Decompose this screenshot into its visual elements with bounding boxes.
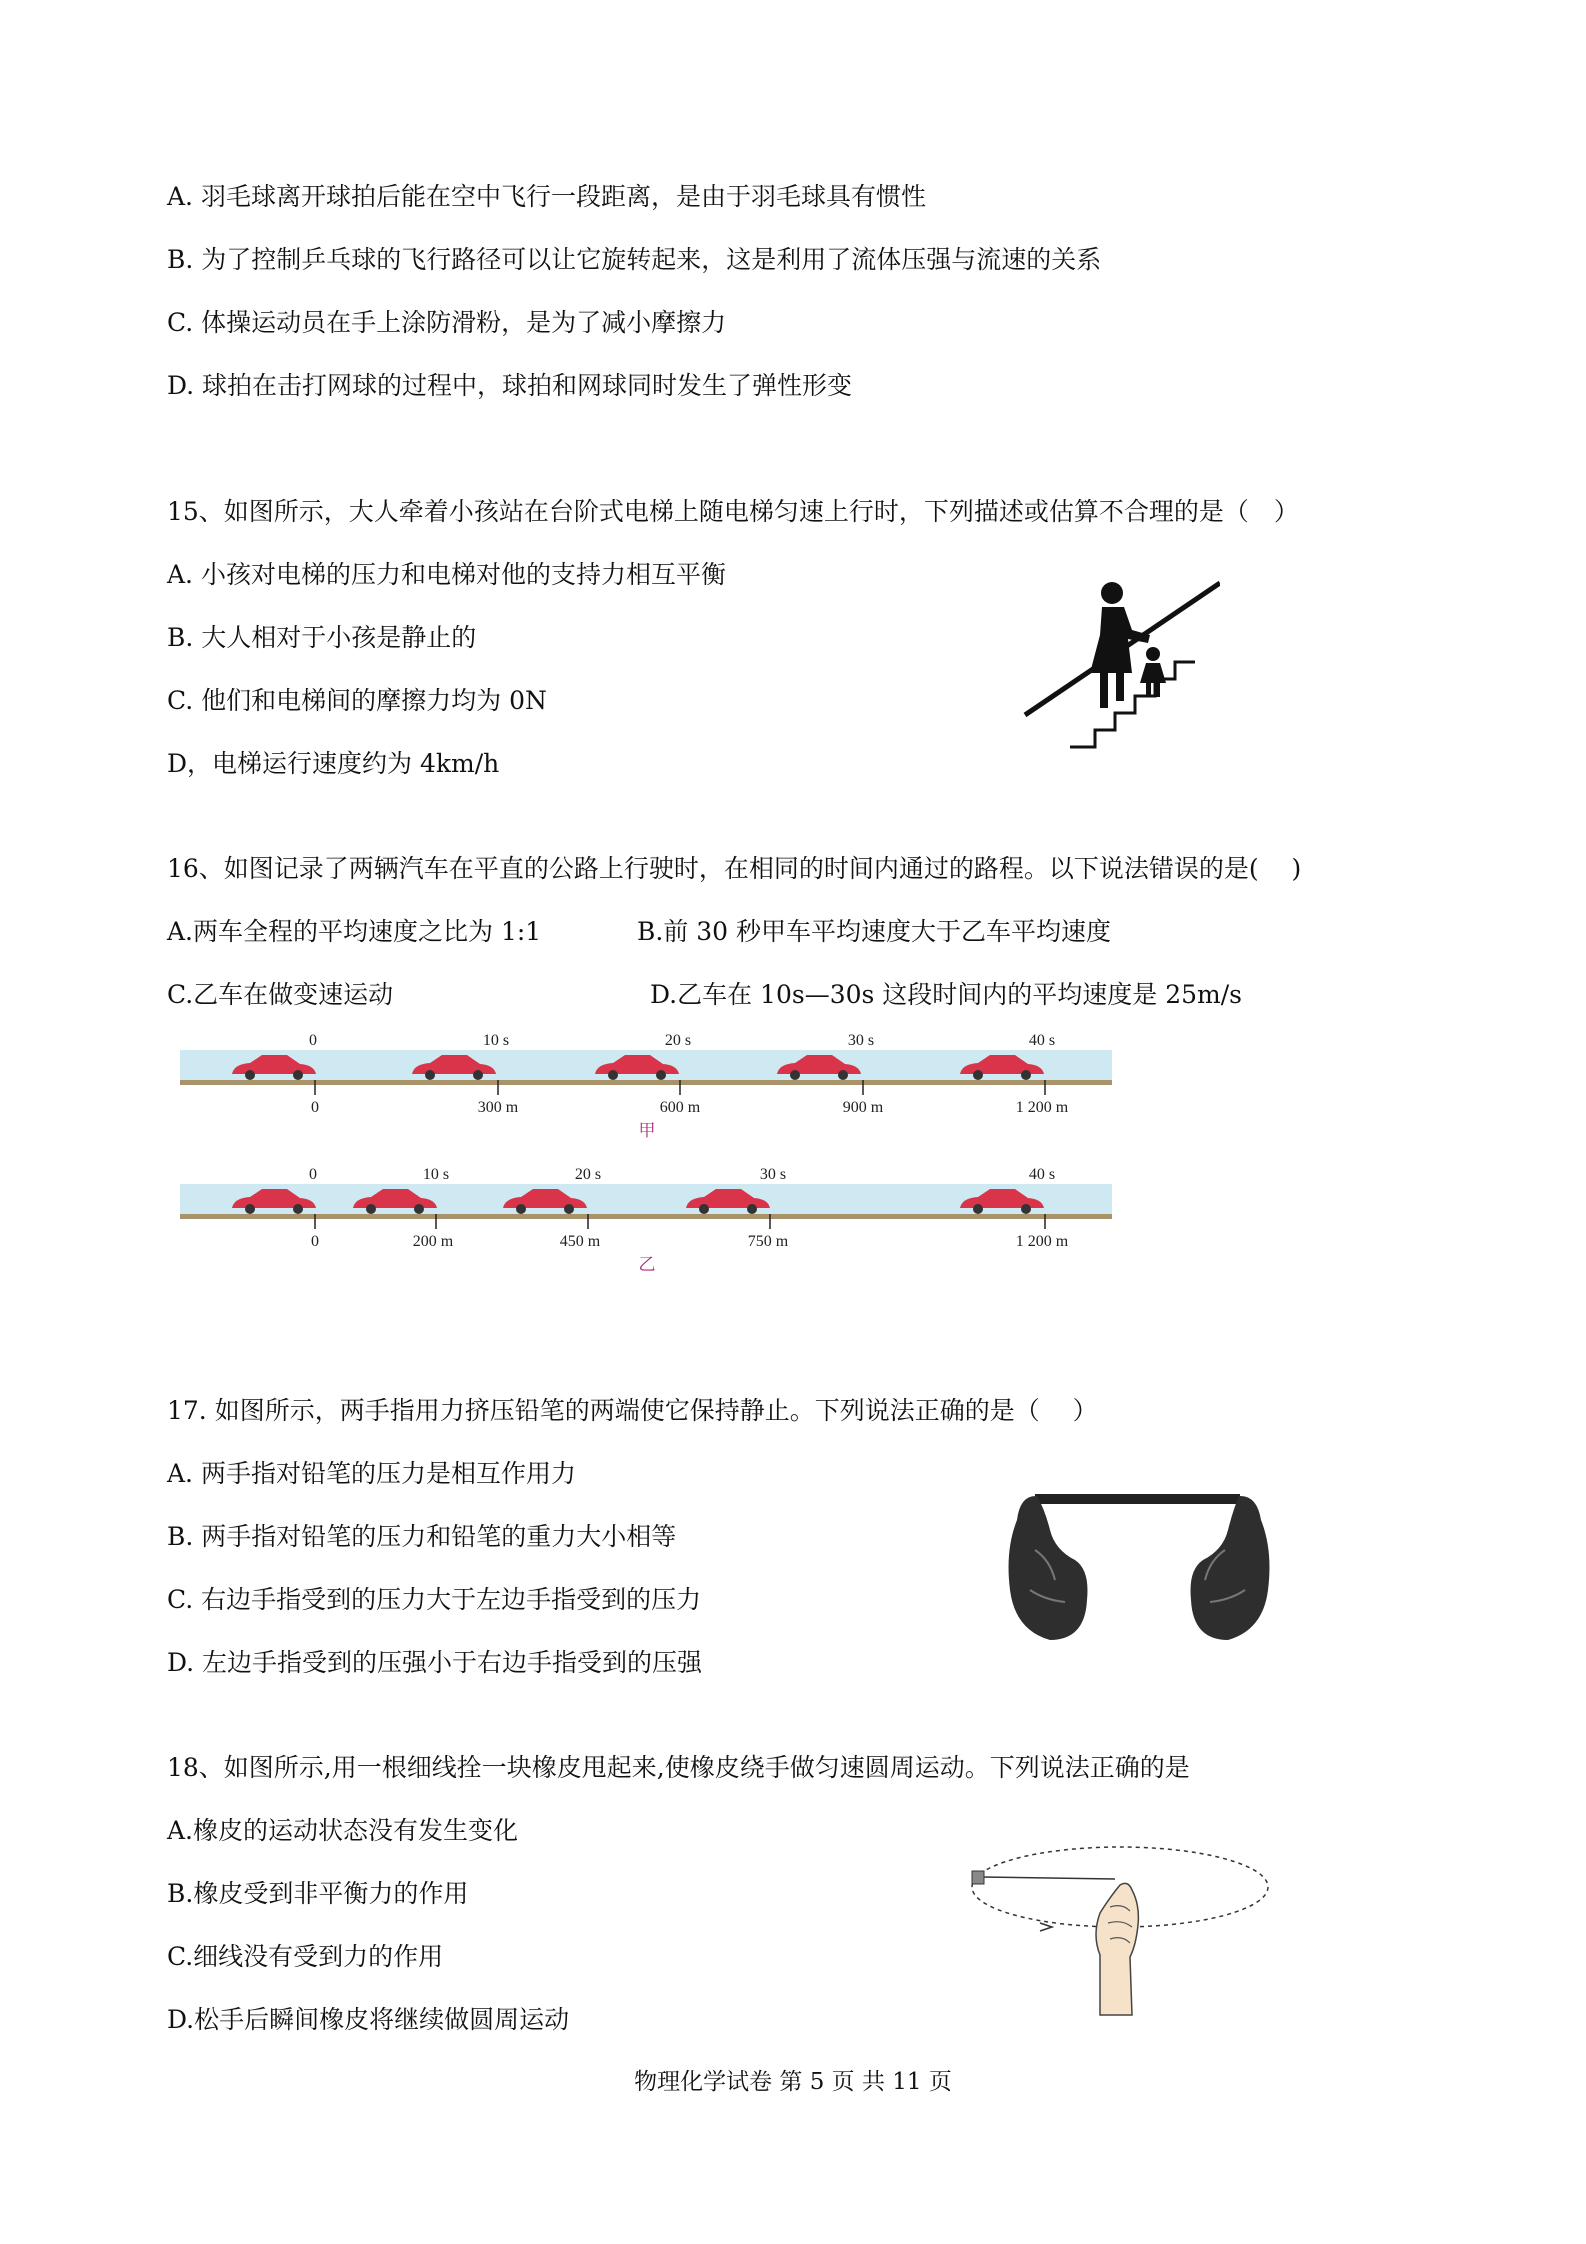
escalator-figure [1020, 575, 1220, 750]
q14-option-b: B. 为了控制乒乓球的飞行路径可以让它旋转起来，这是利用了流体压强与流速的关系 [167, 245, 1102, 274]
right-hand [1191, 1496, 1270, 1640]
hand [1096, 1883, 1138, 2015]
yi-dist-3: 750 m [747, 1233, 789, 1250]
q15-stem: 15、如图所示，大人牵着小孩站在台阶式电梯上随电梯匀速上行时，下列描述或估算不合理的是（ ） [167, 497, 1299, 526]
yi-road [180, 1214, 1112, 1219]
q18-option-b: B.橡皮受到非平衡力的作用 [167, 1879, 469, 1908]
q17-option-a: A. 两手指对铅笔的压力是相互作用力 [167, 1459, 576, 1488]
yi-time-0: 0 [309, 1166, 317, 1183]
yi-dist-0: 0 [311, 1233, 319, 1250]
q15-option-c: C. 他们和电梯间的摩擦力均为 0N [167, 686, 547, 715]
q15-option-d: D，电梯运行速度约为 4km/h [167, 749, 500, 778]
yi-dist-1: 200 m [412, 1233, 454, 1250]
q16-option-b: B.前 30 秒甲车平均速度大于乙车平均速度 [637, 917, 1112, 946]
q15-option-b: B. 大人相对于小孩是静止的 [167, 623, 477, 652]
jia-dist-0: 0 [311, 1099, 319, 1116]
q18-stem: 18、如图所示,用一根细线拴一块橡皮甩起来,使橡皮绕手做匀速圆周运动。下列说法正确的是 [167, 1753, 1190, 1782]
jia-time-0: 0 [309, 1032, 317, 1049]
q16-option-c: C.乙车在做变速运动 [167, 980, 394, 1009]
jia-time-3: 30 s [847, 1032, 875, 1049]
jia-dist-3: 900 m [842, 1099, 884, 1116]
q17-stem: 17. 如图所示，两手指用力挤压铅笔的两端使它保持静止。下列说法正确的是（ ） [167, 1396, 1098, 1425]
q16-option-d: D.乙车在 10s—30s 这段时间内的平均速度是 25m/s [650, 980, 1242, 1009]
q17-option-c: C. 右边手指受到的压力大于左边手指受到的压力 [167, 1585, 702, 1614]
q16-option-a: A.两车全程的平均速度之比为 1:1 [167, 917, 542, 946]
q14-option-a: A. 羽毛球离开球拍后能在空中飞行一段距离，是由于羽毛球具有惯性 [167, 182, 926, 211]
q18-option-a: A.橡皮的运动状态没有发生变化 [167, 1816, 519, 1845]
track-jia [180, 1032, 1112, 1141]
yi-time-2: 20 s [574, 1166, 602, 1183]
jia-dist-1: 300 m [477, 1099, 519, 1116]
left-hand [1009, 1496, 1088, 1640]
q18-option-d: D.松手后瞬间橡皮将继续做圆周运动 [167, 2005, 570, 2034]
q15-option-a: A. 小孩对电梯的压力和电梯对他的支持力相互平衡 [167, 560, 726, 589]
yi-time-3: 30 s [759, 1166, 787, 1183]
jia-dist-2: 600 m [659, 1099, 701, 1116]
pencil [1035, 1494, 1240, 1504]
jia-time-2: 20 s [664, 1032, 692, 1049]
yi-dist-2: 450 m [559, 1233, 601, 1250]
yi-time-4: 40 s [1028, 1166, 1056, 1183]
q17-option-d: D. 左边手指受到的压强小于右边手指受到的压强 [167, 1648, 703, 1677]
track-yi [180, 1166, 1112, 1273]
page-footer: 物理化学试卷 第 5 页 共 11 页 [634, 2069, 952, 2095]
string [982, 1877, 1115, 1879]
car-tracks-figure [180, 1028, 1120, 1273]
circular-motion-figure [960, 1845, 1280, 2020]
jia-road [180, 1080, 1112, 1085]
q17-option-b: B. 两手指对铅笔的压力和铅笔的重力大小相等 [167, 1522, 677, 1551]
q14-option-c: C. 体操运动员在手上涂防滑粉，是为了减小摩擦力 [167, 308, 727, 337]
q16-stem: 16、如图记录了两辆汽车在平直的公路上行驶时，在相同的时间内通过的路程。以下说法错误的是( ) [167, 854, 1302, 883]
jia-time-1: 10 s [482, 1032, 510, 1049]
yi-time-1: 10 s [422, 1166, 450, 1183]
q18-option-c: C.细线没有受到力的作用 [167, 1942, 444, 1971]
yi-dist-4: 1 200 m [1015, 1233, 1069, 1250]
jia-dist-4: 1 200 m [1015, 1099, 1069, 1116]
jia-time-4: 40 s [1028, 1032, 1056, 1049]
yi-label: 乙 [638, 1255, 656, 1273]
pencil-fingers-figure [995, 1490, 1285, 1645]
q14-option-d: D. 球拍在击打网球的过程中，球拍和网球同时发生了弹性形变 [167, 371, 853, 400]
eraser [972, 1871, 984, 1884]
jia-label: 甲 [638, 1121, 656, 1141]
